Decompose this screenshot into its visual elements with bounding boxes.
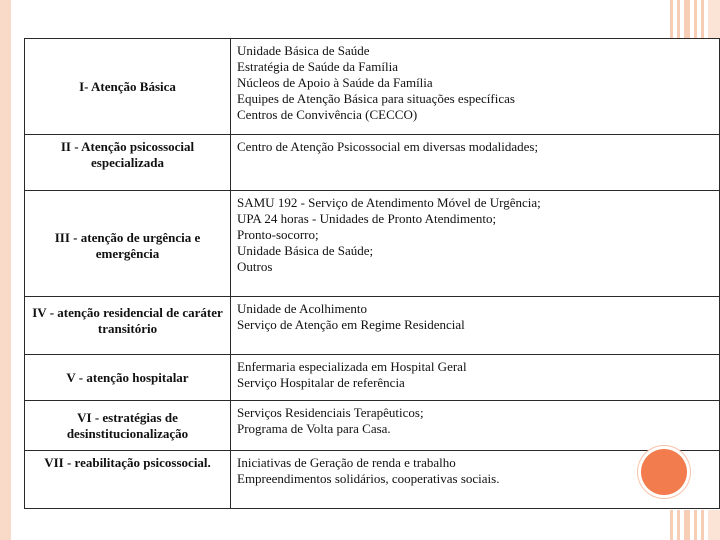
items-cell — [231, 297, 720, 355]
table-row — [25, 401, 720, 451]
table-row — [25, 297, 720, 355]
list-item: Unidade de Acolhimento — [237, 301, 367, 316]
category-cell: VII - reabilitação psicossocial. — [25, 451, 231, 509]
list-item: Unidade Básica de Saúde; — [237, 243, 374, 258]
list-item: Centros de Convivência (CECCO) — [237, 107, 418, 122]
list-item: Unidade Básica de Saúde — [237, 43, 370, 58]
items-cell — [231, 355, 720, 401]
left-decorative-bar — [0, 0, 11, 540]
category-cell: IV - atenção residencial de caráter transitório — [25, 297, 231, 355]
list-item: SAMU 192 - Serviço de Atendimento Móvel de Urgência; — [237, 195, 541, 210]
table-row — [25, 451, 720, 509]
list-item: Pronto-socorro; — [237, 227, 319, 242]
list-item: Programa de Volta para Casa. — [237, 421, 391, 436]
list-item: Empreendimentos solidários, cooperativas sociais. — [237, 471, 500, 486]
items-cell — [231, 401, 720, 451]
category-cell: I- Atenção Básica — [25, 39, 231, 135]
list-item: Serviços Residenciais Terapêuticos; — [237, 405, 424, 420]
list-item: Enfermaria especializada em Hospital Geral — [237, 359, 467, 374]
category-cell: V - atenção hospitalar — [25, 355, 231, 401]
category-cell: VI - estratégias de desinstitucionalização — [25, 401, 231, 451]
category-cell: II - Atenção psicossocial especializada — [25, 135, 231, 191]
list-item: Núcleos de Apoio à Saúde da Família — [237, 75, 433, 90]
list-item: Centro de Atenção Psicossocial em diversas modalidades; — [237, 139, 539, 154]
table-row — [25, 135, 720, 191]
list-item: Serviço Hospitalar de referência — [237, 375, 405, 390]
table-row — [25, 39, 720, 135]
items-cell — [231, 191, 720, 297]
items-cell — [231, 135, 720, 191]
raps-components-table — [24, 38, 720, 509]
items-cell — [231, 39, 720, 135]
list-item: Serviço de Atenção em Regime Residencial — [237, 317, 465, 332]
list-item: Outros — [237, 259, 273, 274]
table-row — [25, 355, 720, 401]
category-cell: III - atenção de urgência e emergência — [25, 191, 231, 297]
table-row — [25, 191, 720, 297]
decorative-circle — [641, 449, 687, 495]
list-item: Equipes de Atenção Básica para situações específicas — [237, 91, 515, 106]
list-item: Estratégia de Saúde da Família — [237, 59, 399, 74]
list-item: Iniciativas de Geração de renda e trabalho — [237, 455, 456, 470]
list-item: UPA 24 horas - Unidades de Pronto Atendimento; — [237, 211, 497, 226]
